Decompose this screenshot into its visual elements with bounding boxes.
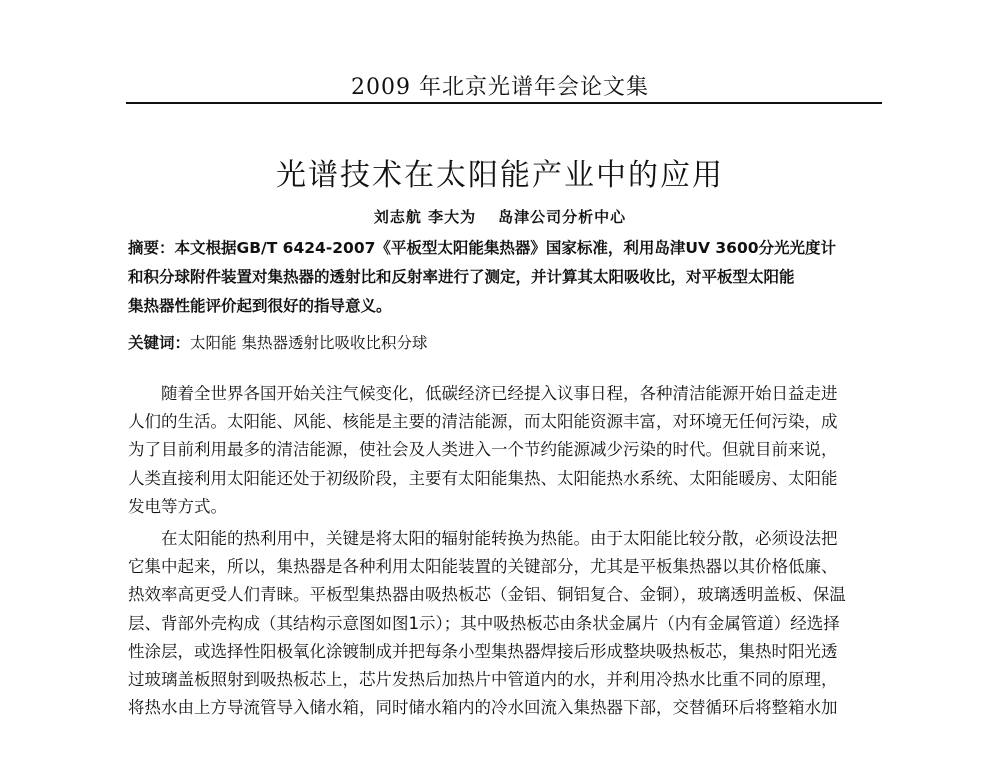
keywords — [128, 329, 888, 358]
body-text — [128, 380, 880, 726]
paragraph-2: 在太阳能的热利用中，关键是将太阳的辐射能转换为热能。由于太阳能比较分散，必须设法把 它集中起来，所以，集热器是各种利用太阳能装置的关键部分，尤其是平板集热器以其价格低廉、 热效率高更受人们青睐。平板型集热器由吸热板芯（金铝、铜铝复合、金铜），玻璃透明盖板、保温 层、背部外壳构成（其结构示意图如图1示）；其中吸热板芯由条状金属片（内有金属管道）经选择 性涂层，或选择性阳极氧化涂镀制成并把每条小型集热器焊接后形成整块吸热板芯，集热时阳光透 过玻璃盖板照射到吸热板芯上，芯片发热后加热片中管道内的水，并利用冷热水比重不同的原理， 将热水由上方导流管导入储水箱，同时储水箱内的冷水回流入集热器下部，交替循环后将整箱水加 — [128, 529, 846, 718]
authors: 刘志航 李大为 — [373, 208, 477, 226]
header-rule — [126, 102, 882, 104]
paper-title: 光谱技术在太阳能产业中的应用 — [276, 158, 724, 193]
abstract-line-3: 集热器性能评价起到很好的指导意义。 — [128, 297, 392, 315]
paragraph-1: 随着全世界各国开始关注气候变化，低碳经济已经提入议事日程，各种清洁能源开始日益走进 人们的生活。太阳能、风能、核能是主要的清洁能源，而太阳能资源丰富，对环境无任何污染，成 为了目前利用最多的清洁能源，使社会及人类进入一个节约能源减少污染的时代。但就目前来说， 人类直接利用太阳能还处于初级阶段，主要有太阳能集热、太阳能热水系统、太阳能暖房、太阳能 发电等方式。 — [128, 384, 838, 516]
keywords-text: 太阳能 集热器透射比吸收比积分球 — [190, 334, 428, 352]
abstract-label: 摘要： — [128, 239, 175, 257]
keywords-label: 关键词： — [128, 334, 191, 352]
affiliation: 岛津公司分析中心 — [498, 208, 627, 226]
running-header: 2009 年北京光谱年会论文集 — [351, 75, 649, 100]
abstract-line-1: 摘要：本文根据GB/T 6424-2007《平板型太阳能集热器》国家标准，利用岛津UV 3600分光光度计 — [128, 239, 837, 257]
author-line — [0, 206, 1000, 227]
abstract — [128, 234, 888, 321]
abstract-line-2: 和积分球附件装置对集热器的透射比和反射率进行了测定，并计算其太阳吸收比，对平板型太阳能 — [128, 268, 795, 286]
